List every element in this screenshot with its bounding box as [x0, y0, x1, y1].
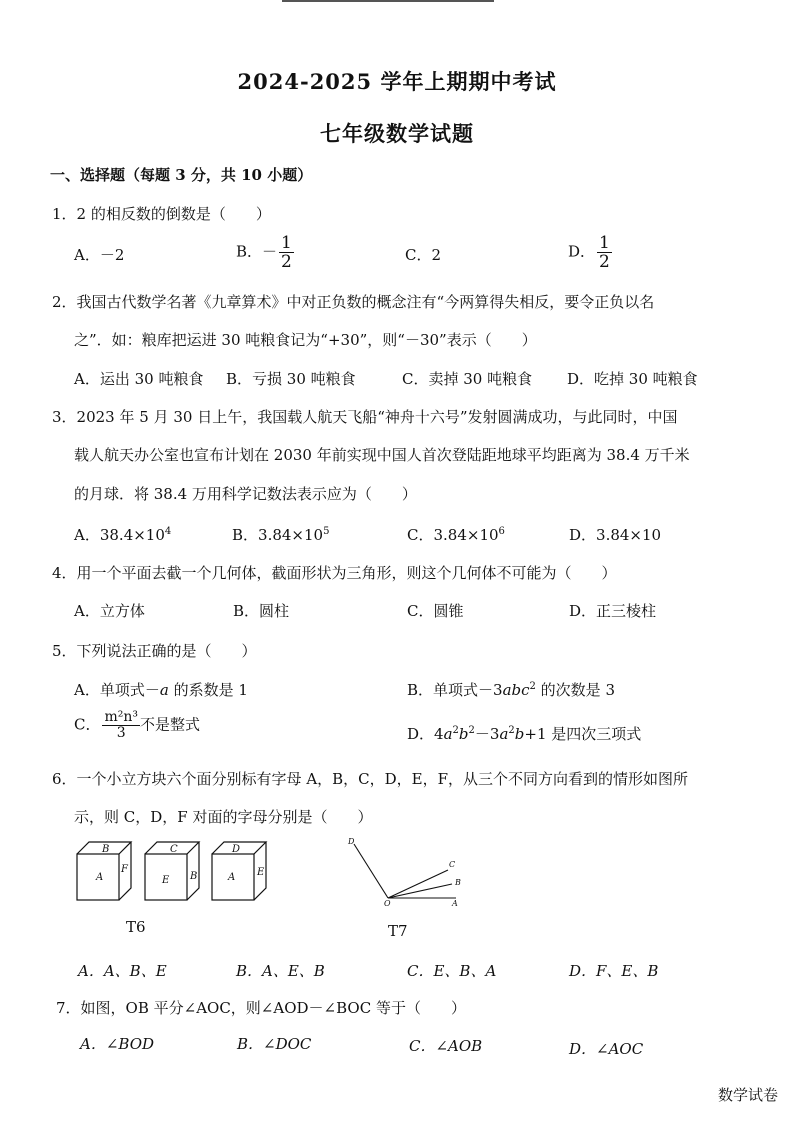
- q1-option-c: C．2: [405, 246, 442, 264]
- q7-option-d: D．∠AOC: [569, 1040, 644, 1058]
- q2-option-b: B．亏损 30 吨粮食: [226, 370, 356, 388]
- figure-t7-caption: T7: [388, 922, 408, 940]
- q3-option-a: A．$38.4\times 10^4$: [74, 526, 172, 544]
- cube2-top-label: C: [170, 844, 178, 855]
- q6-stem-line1: 6．一个小立方块六个面分别标有字母 A，B，C，D，E，F，从三个不同方向看到的情形如图所: [52, 770, 689, 788]
- q5-option-a: A．单项式－a 的系数是 1: [74, 681, 248, 699]
- figure-t6-caption: T6: [126, 918, 146, 936]
- q7-option-b: B．∠DOC: [237, 1035, 312, 1053]
- q4-stem: 4．用一个平面去截一个几何体，截面形状为三角形，则这个几何体不可能为（ ）: [52, 564, 617, 582]
- q1-d-fraction: $\frac{1}{2}$: [599, 233, 610, 272]
- q5-option-d: D．$4a^2b^2-3a^2b+1$ 是四次三项式: [407, 725, 642, 743]
- q5-option-c: C． $\frac{\text{m²n³}}{3}$ 不是整式: [74, 709, 201, 741]
- cube2-right-label: B: [190, 871, 198, 882]
- cube3-top-label: D: [232, 844, 241, 855]
- q2-option-c: C．卖掉 30 吨粮食: [402, 370, 533, 388]
- q4-option-d: D．正三棱柱: [569, 602, 657, 620]
- exam-title: 2024-2025 学年上期期中考试: [237, 69, 557, 94]
- q3-option-c: C．$3.84\times 10^6$: [407, 526, 505, 544]
- point-a-label: A: [452, 899, 458, 908]
- cube3-front-label: A: [228, 872, 236, 883]
- section-heading: 一、选择题（每题 3 分，共 10 小题）: [50, 166, 313, 184]
- angle-figure: [340, 832, 470, 912]
- cube1-right-label: F: [121, 864, 128, 875]
- q3-stem-line1: 3．2023 年 5 月 30 日上午，我国载人航天飞船“神舟十六号”发射圆满成功，与此同时，中国: [52, 408, 678, 426]
- q2-stem-line1: 2．我国古代数学名著《九章算术》中对正负数的概念注有“今两算得失相反，要令正负以名: [52, 293, 655, 311]
- q5-option-b: B．单项式－3abc$^2$ 的次数是 3: [407, 681, 615, 699]
- q2-option-d: D．吃掉 30 吨粮食: [567, 370, 698, 388]
- cube1-top-label: B: [102, 844, 110, 855]
- q3-stem-line2: 载人航天办公室也宣布计划在 2030 年前实现中国人首次登陆距地球平均距离为 38.4 万千米: [74, 446, 690, 464]
- q7-option-c: C．∠AOB: [409, 1037, 483, 1055]
- q6-stem-line2: 示，则 C，D，F 对面的字母分别是（ ）: [74, 808, 373, 826]
- cube3-right-label: E: [257, 867, 265, 878]
- cube1-front-label: A: [96, 872, 104, 883]
- q3-option-d: D．3.84×10: [569, 526, 662, 544]
- page-footer: 数学试卷: [717, 1086, 778, 1104]
- q7-option-a: A．∠BOD: [80, 1035, 155, 1053]
- q6-option-b: B．A、E、B: [236, 962, 325, 980]
- q5-c-fraction: $\frac{\text{m²n³}}{3}$: [104, 709, 139, 741]
- q3-stem-line3: 的月球．将 38.4 万用科学记数法表示应为（ ）: [74, 485, 417, 503]
- cube2-front-label: E: [162, 875, 170, 886]
- q6-option-d: D．F、E、B: [569, 962, 659, 980]
- q3-option-b: B．$3.84\times 10^5$: [232, 526, 330, 544]
- q4-option-a: A．立方体: [74, 602, 145, 620]
- cubes-figure: [74, 838, 274, 908]
- q1-option-d: D． $\frac{1}{2}$: [568, 233, 610, 272]
- q1-option-b: B．－ $\frac{1}{2}$: [236, 233, 292, 272]
- exam-subtitle: 七年级数学试题: [320, 121, 474, 146]
- q6-option-c: C．E、B、A: [407, 962, 497, 980]
- q4-option-c: C．圆锥: [407, 602, 464, 620]
- point-c-label: C: [449, 860, 456, 869]
- q4-option-b: B．圆柱: [233, 602, 290, 620]
- scan-edge-line: [282, 0, 494, 2]
- point-b-label: B: [455, 878, 461, 887]
- point-d-label: D: [348, 837, 355, 846]
- q2-option-a: A．运出 30 吨粮食: [74, 370, 204, 388]
- q5-stem: 5．下列说法正确的是（ ）: [52, 642, 257, 660]
- point-o-label: O: [384, 899, 391, 908]
- q1-option-a: A．－2: [74, 246, 125, 264]
- q7-stem: 7．如图，OB 平分∠AOC，则∠AOD－∠BOC 等于（ ）: [56, 999, 466, 1017]
- q2-stem-line2: 之”．如：粮库把运进 30 吨粮食记为“+30”，则“－30”表示（ ）: [74, 331, 537, 349]
- q1-b-fraction: $\frac{1}{2}$: [281, 233, 292, 272]
- q6-option-a: A．A、B、E: [78, 962, 167, 980]
- q1-stem: 1．2 的相反数的倒数是（ ）: [52, 205, 271, 223]
